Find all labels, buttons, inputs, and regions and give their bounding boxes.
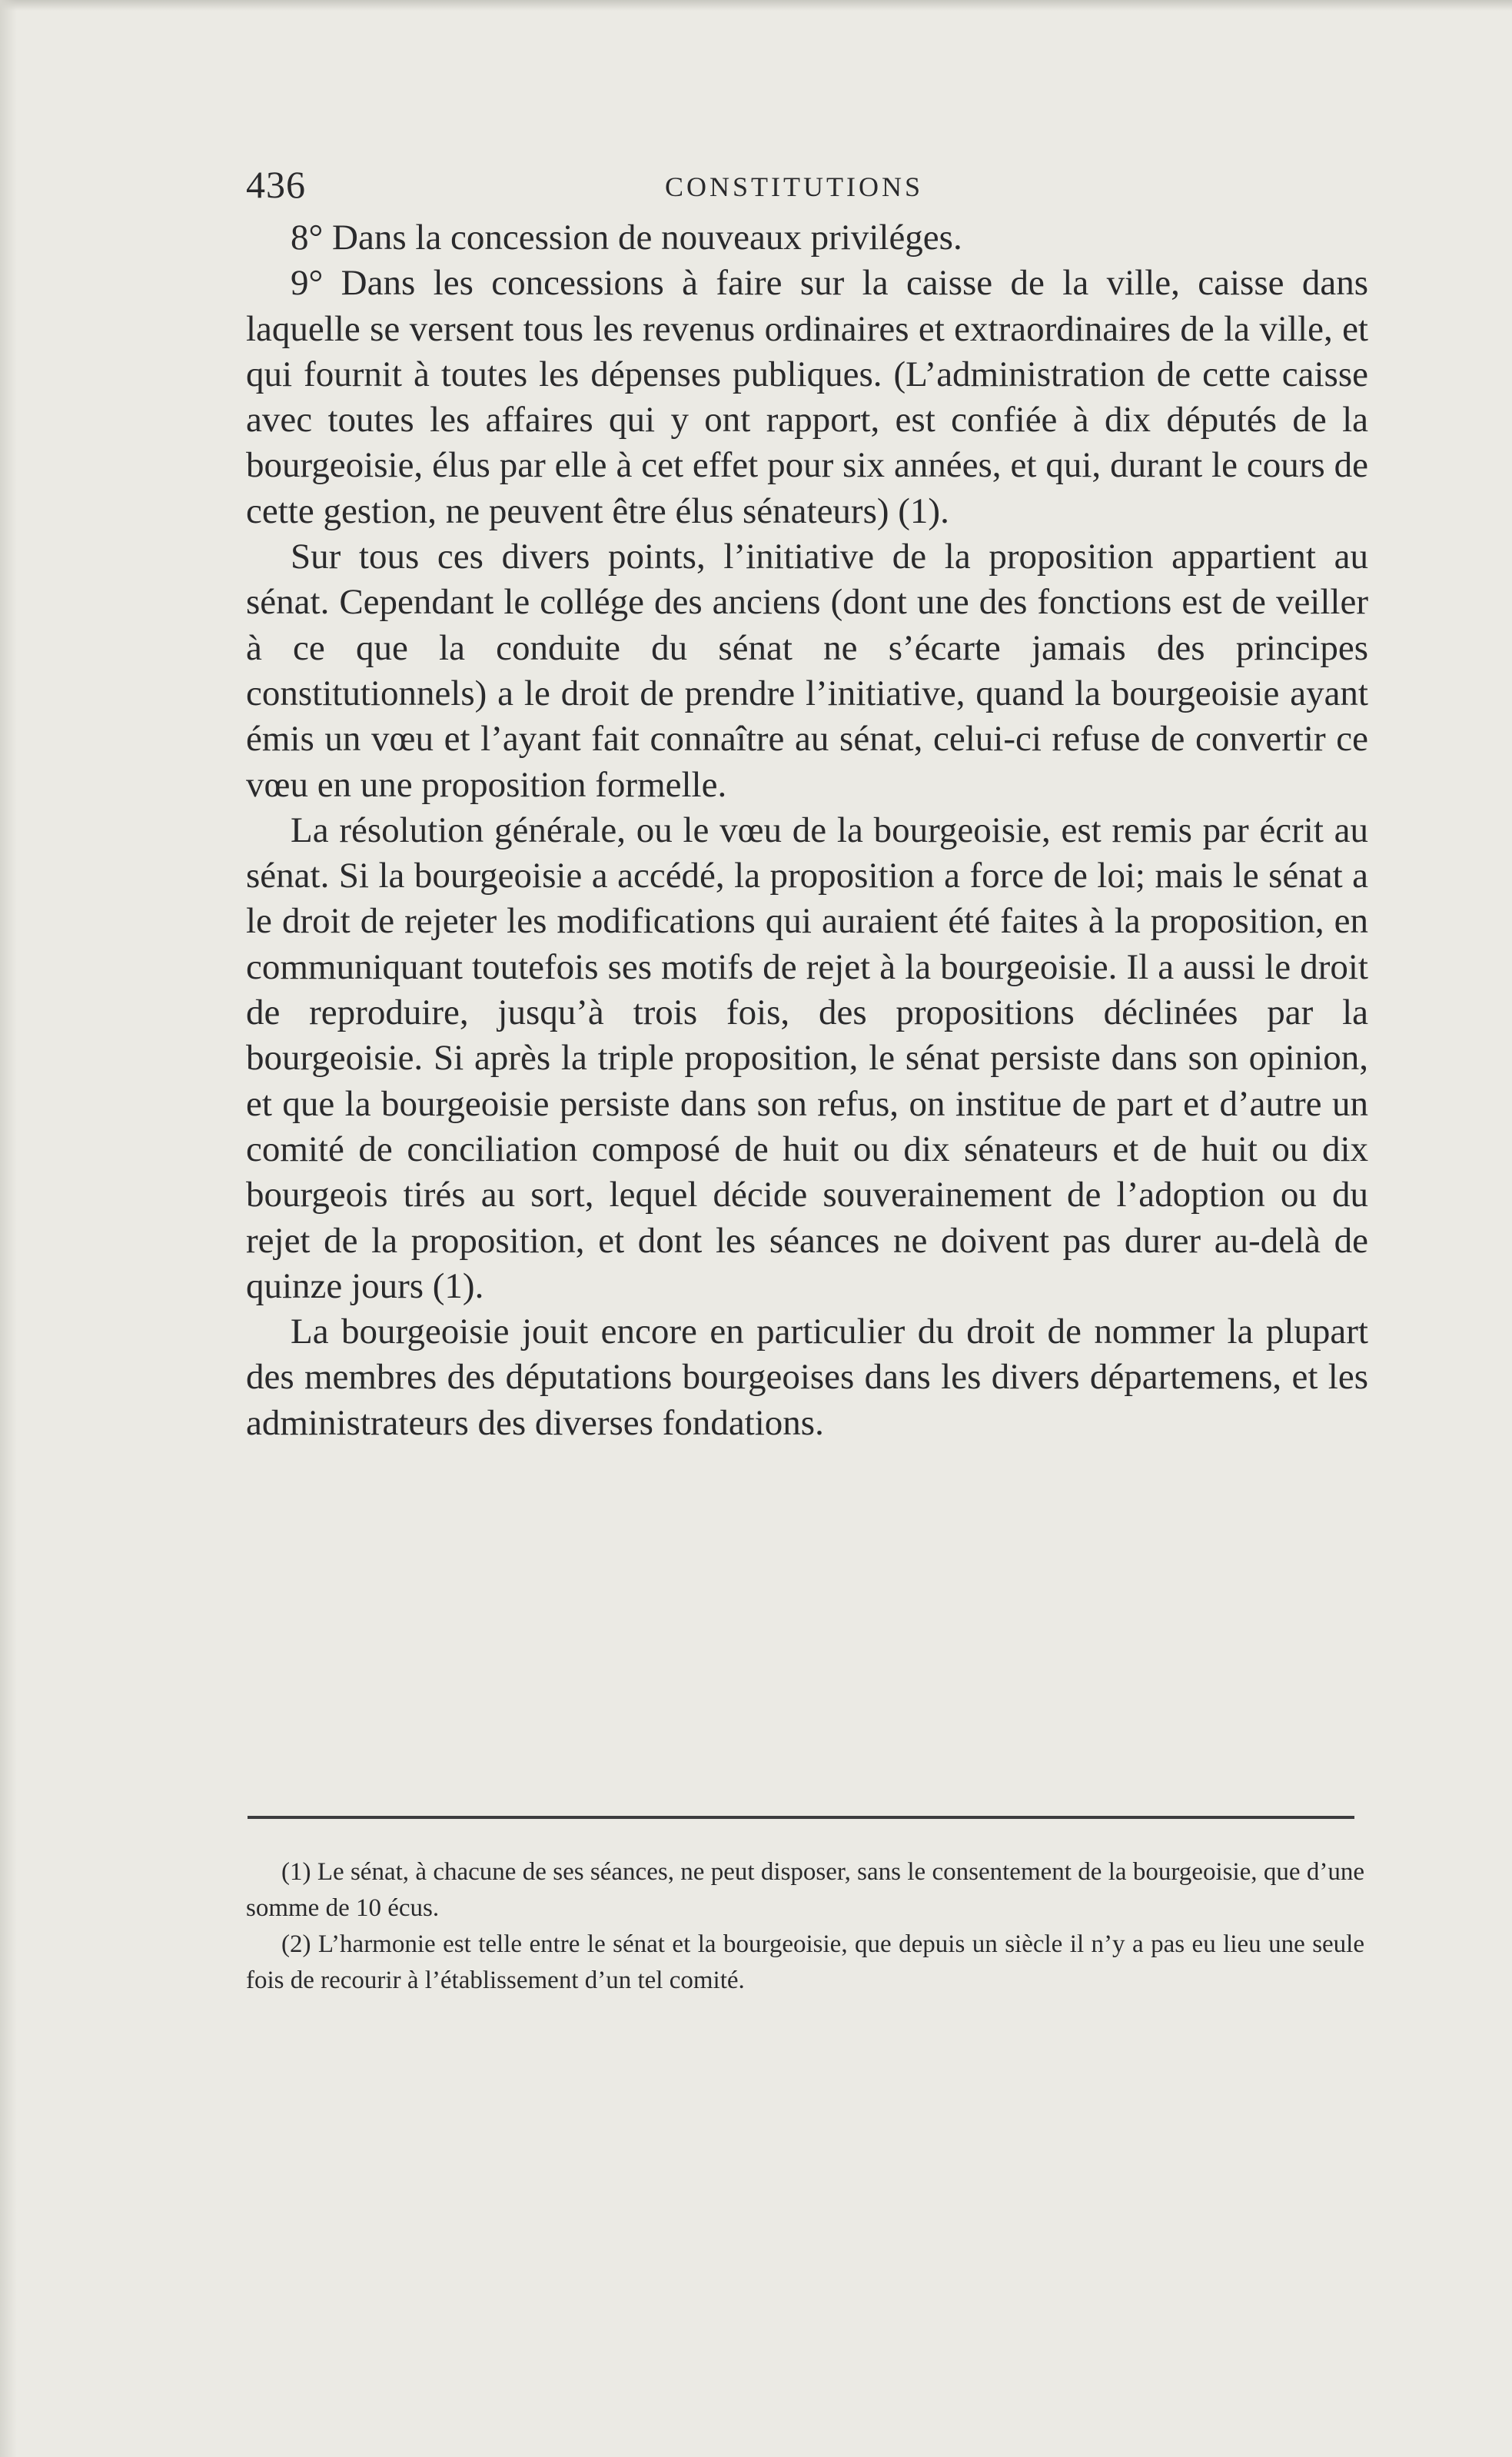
page-number: 436 <box>246 163 306 206</box>
paragraph-item-9: 9° Dans les concessions à faire sur la caisse de la ville, caisse dans laquelle se versent tous les revenus ordinaires et extraordinaires de la ville, et qui fournit à toutes les dépenses publiques. (L’administration de cette caisse avec toutes les affaires qui y ont rapport, est confiée à dix députés de la bourgeoisie, élus par elle à cet effet pour six années, et qui, durant le cours de cette gestion, ne peuvent être élus sénateurs) (1). <box>246 263 1368 531</box>
paragraph-initiative: Sur tous ces divers points, l’initiative de la proposition appartient au sénat. Cependant le collége des anciens (dont une des fonctions est de veiller à ce que la conduite du sénat ne s’écarte jamais des principes constitutionnels) a le droit de prendre l’initiative, quand la bourgeoisie ayant émis un vœu et l’ayant fait connaître au sénat, celui-ci refuse de convertir ce vœu en une proposition formelle. <box>246 537 1368 805</box>
footnote-2: (2) L’harmonie est telle entre le sénat et la bourgeoisie, que depuis un siècle il n’y a pas eu lieu une seule fois de recourir à l’établissement d’un tel comité. <box>246 1930 1364 1994</box>
page-header <box>246 158 1368 211</box>
footnotes <box>246 1854 1364 1999</box>
paragraph-resolution: La résolution générale, ou le vœu de la bourgeoisie, est remis par écrit au sénat. Si la bourgeoisie a accédé, la proposition a force de loi; mais le sénat a le droit de rejeter les modifications qui auraient été faites à la proposition, en communiquant toutefois ses motifs de rejet à la bourgeoisie. Il a aussi le droit de reproduire, jusqu’à trois fois, des propositions déclinées par la bourgeoisie. Si après la triple proposition, le sénat persiste dans son opinion, et que la bourgeoisie persiste dans son refus, on institue de part et d’autre un comité de conciliation composé de huit ou dix sénateurs et de huit ou dix bourgeois tirés au sort, lequel décide souverainement de l’adoption ou du rejet de la proposition, et dont les séances ne doivent pas durer au-delà de quinze jours (1). <box>246 810 1368 1306</box>
page-edge-shadow <box>0 0 1512 11</box>
footnote-1: (1) Le sénat, à chacune de ses séances, ne peut disposer, sans le consentement de la bourgeoisie, que d’une somme de 10 écus. <box>246 1858 1364 1922</box>
footnote-divider <box>248 1816 1354 1819</box>
page-edge-shadow-left <box>0 0 17 2457</box>
running-title: CONSTITUTIONS <box>665 171 923 202</box>
main-text <box>246 215 1368 1446</box>
paragraph-item-8: 8° Dans la concession de nouveaux priviléges. <box>291 218 962 258</box>
paragraph-nominations: La bourgeoisie jouit encore en particulier du droit de nommer la plupart des membres des députations bourgeoises dans les divers départemens, et les administrateurs des diverses fondations. <box>246 1312 1368 1443</box>
